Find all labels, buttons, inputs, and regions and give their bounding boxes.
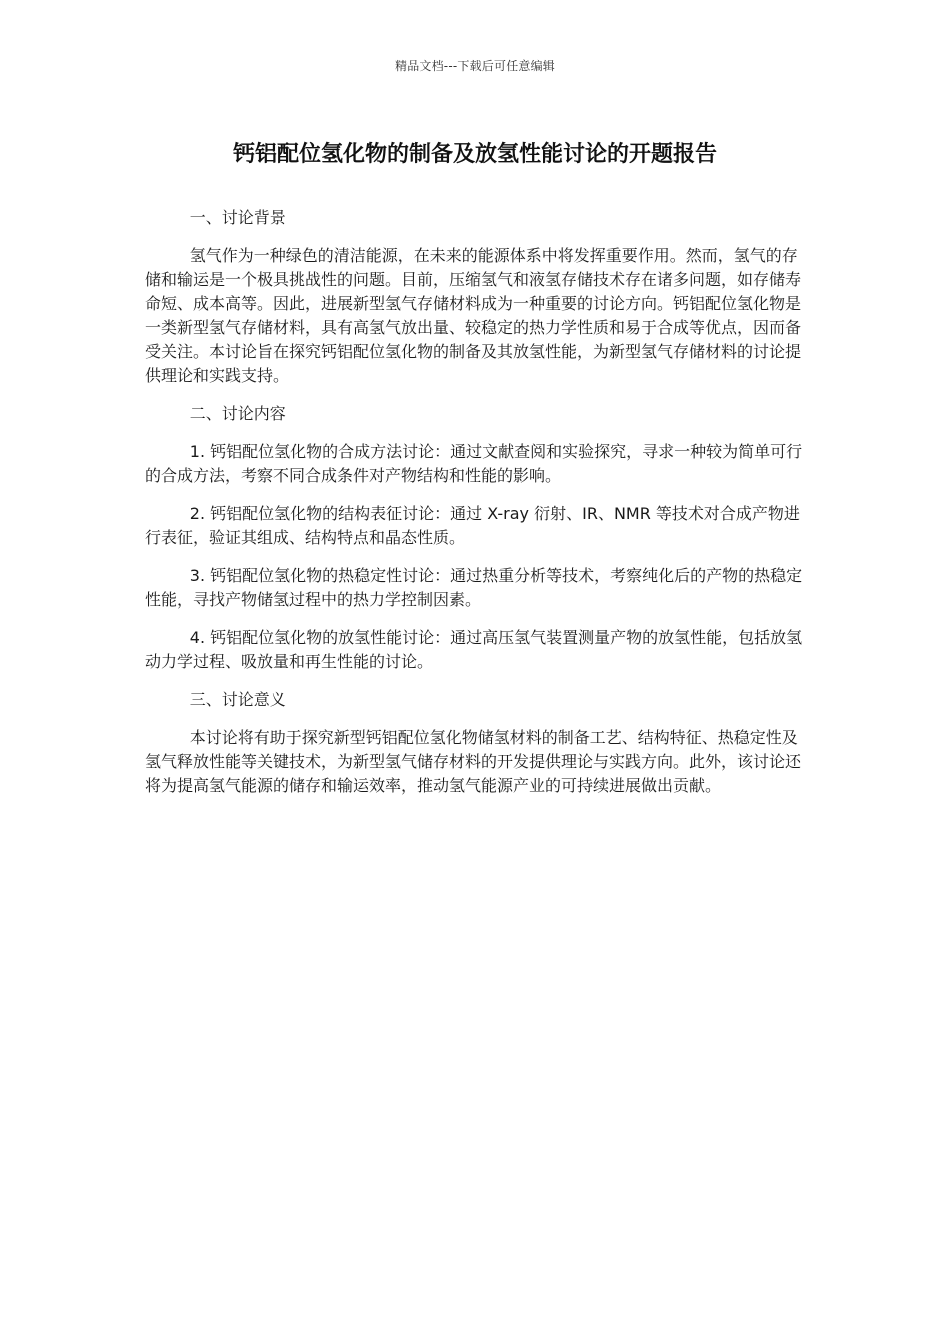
document-body: [145, 206, 805, 812]
paragraph: 氢气作为一种绿色的清洁能源，在未来的能源体系中将发挥重要作用。然而，氢气的存储和输运是一个极具挑战性的问题。目前，压缩氢气和液氢存储技术存在诸多问题，如存储寿命短、成本高等。因此，进展新型氢气存储材料成为一种重要的讨论方向。钙铝配位氢化物是一类新型氢气存储材料，具有高氢气放出量、较稳定的热力学性质和易于合成等优点，因而备受关注。本讨论旨在探究钙铝配位氢化物的制备及其放氢性能，为新型氢气存储材料的讨论提供理论和实践支持。: [145, 246, 802, 385]
section-background: [145, 206, 805, 388]
list-item: 2. 钙铝配位氢化物的结构表征讨论：通过 X-ray 衍射、IR、NMR 等技术对合成产物进行表征，验证其组成、结构特点和晶态性质。: [145, 504, 800, 547]
paragraph: 本讨论将有助于探究新型钙铝配位氢化物储氢材料的制备工艺、结构特征、热稳定性及氢气释放性能等关键技术，为新型氢气储存材料的开发提供理论与实践方向。此外，该讨论还将为提高氢气能源的储存和输运效率，推动氢气能源产业的可持续进展做出贡献。: [145, 728, 802, 795]
list-item: 4. 钙铝配位氢化物的放氢性能讨论：通过高压氢气装置测量产物的放氢性能，包括放氢动力学过程、吸放量和再生性能的讨论。: [145, 628, 803, 671]
section-heading: 一、讨论背景: [189, 208, 286, 227]
section-significance: [145, 688, 805, 798]
section-heading: 二、讨论内容: [189, 404, 286, 423]
list-item: 3. 钙铝配位氢化物的热稳定性讨论：通过热重分析等技术，考察纯化后的产物的热稳定性能，寻找产物储氢过程中的热力学控制因素。: [145, 566, 803, 609]
section-content: [145, 402, 805, 674]
list-item: 1. 钙铝配位氢化物的合成方法讨论：通过文献查阅和实验探究，寻求一种较为简单可行的合成方法，考察不同合成条件对产物结构和性能的影响。: [145, 442, 803, 485]
section-heading: 三、讨论意义: [189, 690, 286, 709]
page-header: 精品文档---下载后可任意编辑: [395, 59, 555, 73]
document-title: 钙铝配位氢化物的制备及放氢性能讨论的开题报告: [232, 142, 717, 167]
